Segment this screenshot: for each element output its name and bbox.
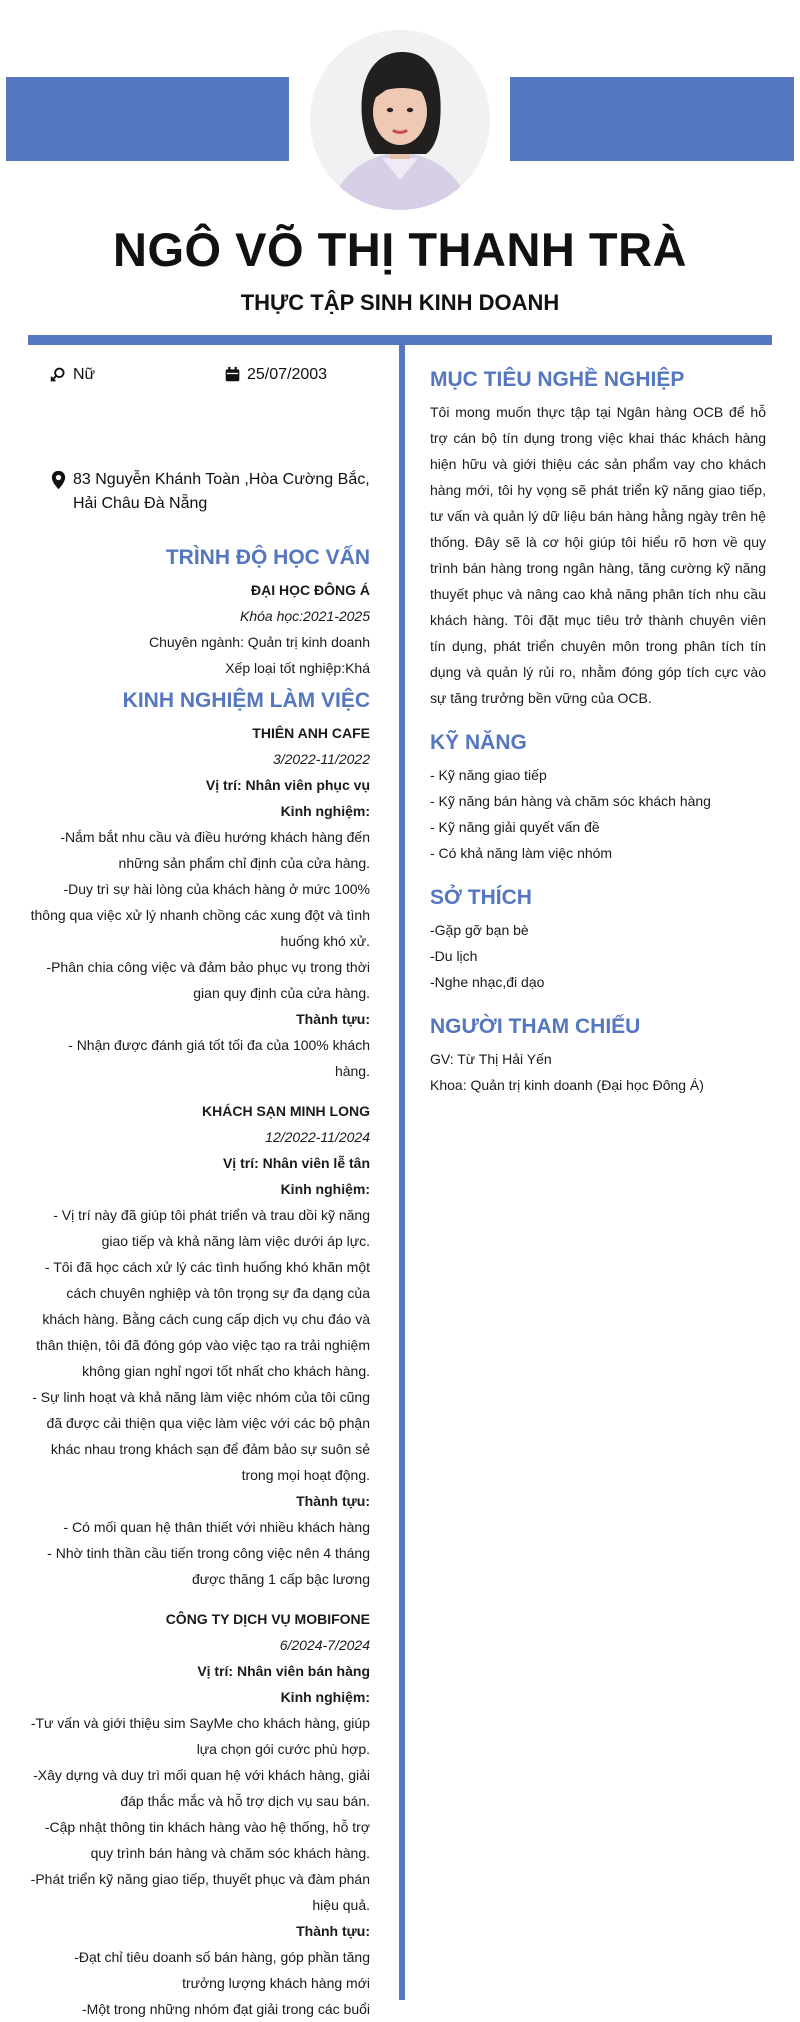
job-role: Vị trí: Nhân viên phục vụ [205, 777, 370, 793]
experience-heading: KINH NGHIỆM LÀM VIỆC [122, 689, 370, 712]
job-company: KHÁCH SẠN MINH LONG [202, 1103, 370, 1119]
job-duty: -Cập nhật thông tin khách hàng vào hệ thống, hỗ trợ quy trình bán hàng và chăm sóc khách hàng. [44, 1819, 370, 1861]
birthdate-value: 25/07/2003 [247, 366, 328, 383]
job-duty: -Tư vấn và giới thiệu sim SayMe cho khách hàng, giúp lựa chọn gói cước phù hợp. [30, 1715, 370, 1757]
job-entry [30, 720, 370, 1084]
job-achievement: - Nhờ tinh thần cầu tiến trong công việc nên 4 tháng được thăng 1 cấp bậc lương [47, 1545, 370, 1587]
job-achievement-label: Thành tựu: [296, 1493, 370, 1509]
vertical-divider [399, 344, 405, 2000]
job-duty: -Xây dựng và duy trì mối quan hệ với khách hàng, giải đáp thắc mắc và hỗ trợ dịch vụ sau bán. [33, 1767, 370, 1809]
birthdate-info [224, 366, 327, 384]
job-period: 12/2022-11/2024 [265, 1129, 370, 1145]
address-value: 83 Nguyễn Khánh Toàn ,Hòa Cường Bắc, Hải Châu Đà Nẵng [73, 471, 370, 512]
reference-item: GV: Từ Thị Hải Yến [430, 1051, 552, 1067]
job-period: 3/2022-11/2022 [272, 751, 370, 767]
left-column [30, 542, 370, 2022]
hobbies-heading: SỞ THÍCH [430, 886, 532, 909]
gender-icon [50, 366, 67, 383]
job-entry [30, 1098, 370, 1592]
job-duty: - Tôi đã học cách xử lý các tình huống khó khăn một cách chuyên nghiệp và tôn trọng sự đa dạng của khách hàng. Bằng cách cung cấp dịch vụ chu đáo và thân thiện, tôi đã đóng góp vào việc tạo ra trải nghiệm không gian nghỉ ngơi tốt nhất cho khách hàng. [36, 1259, 370, 1379]
skill-item: - Có khả năng làm việc nhóm [430, 845, 613, 861]
job-duty: - Sự linh hoạt và khả năng làm việc nhóm của tôi cũng đã được cải thiện qua việc làm việc với các bộ phận khác nhau trong khách sạn để đảm bảo sự suôn sẻ trong mọi hoạt động. [32, 1389, 370, 1483]
hobby-item: -Gặp gỡ bạn bè [430, 922, 529, 938]
skill-item: - Kỹ năng giao tiếp [430, 767, 547, 783]
job-company: CÔNG TY DỊCH VỤ MOBIFONE [165, 1611, 370, 1627]
gender-value: Nữ [73, 366, 96, 383]
job-duty: -Nắm bắt nhu cầu và điều hướng khách hàng đến những sản phẩm chỉ định của cửa hàng. [60, 829, 370, 871]
job-achievement: -Một trong những nhóm đạt giải trong các buổi [82, 2001, 370, 2017]
job-entry [30, 1606, 370, 2022]
header-bar-left [6, 77, 289, 161]
candidate-name: NGÔ VÕ THỊ THANH TRÀ [113, 223, 687, 276]
job-achievement: - Có mối quan hệ thân thiết với nhiều khách hàng [63, 1519, 370, 1535]
job-duty: -Phân chia công việc và đảm bảo phục vụ trong thời gian quy định của cửa hàng. [46, 959, 370, 1001]
job-role: Vị trí: Nhân viên lễ tân [222, 1155, 370, 1171]
job-experience-label: Kinh nghiệm: [280, 1181, 370, 1197]
job-company: THIÊN ANH CAFE [252, 725, 370, 741]
job-experience-label: Kinh nghiệm: [280, 803, 370, 819]
location-pin-icon [50, 470, 67, 490]
job-duty: -Phát triển kỹ năng giao tiếp, thuyết phục và đàm phán hiệu quả. [30, 1871, 370, 1913]
job-achievement: - Nhận được đánh giá tốt tối đa của 100% khách hàng. [68, 1037, 370, 1079]
job-achievement-label: Thành tựu: [296, 1923, 370, 1939]
address-info [50, 468, 390, 516]
education-major: Chuyên ngành: Quản trị kinh doanh [148, 634, 370, 650]
job-duty: - Vị trí này đã giúp tôi phát triển và trau dồi kỹ năng giao tiếp và khả năng làm việc dưới áp lực. [53, 1207, 370, 1249]
job-achievement-label: Thành tựu: [296, 1011, 370, 1027]
job-role: Vị trí: Nhân viên bán hàng [197, 1663, 370, 1679]
education-period: Khóa học:2021-2025 [240, 608, 370, 624]
hobby-item: -Du lịch [430, 948, 478, 964]
job-experience-label: Kinh nghiệm: [280, 1689, 370, 1705]
objective-heading: MỤC TIÊU NGHỀ NGHIỆP [430, 368, 685, 391]
school-name: ĐẠI HỌC ĐÔNG Á [251, 582, 370, 598]
skill-item: - Kỹ năng bán hàng và chăm sóc khách hàng [430, 793, 711, 809]
education-heading: TRÌNH ĐỘ HỌC VẤN [165, 546, 370, 569]
calendar-icon [224, 366, 241, 383]
gender-info [50, 366, 95, 384]
header-bar-right [510, 77, 794, 161]
profile-photo [310, 30, 490, 210]
reference-item: Khoa: Quản trị kinh doanh (Đại học Đông Á) [430, 1077, 704, 1093]
education-grade: Xếp loại tốt nghiệp:Khá [225, 660, 370, 676]
job-achievement: -Đạt chỉ tiêu doanh số bán hàng, góp phần tăng trưởng lượng khách hàng mới [74, 1949, 370, 1991]
right-column [430, 364, 766, 1098]
job-duty: -Duy trì sự hài lòng của khách hàng ở mức 100% thông qua việc xử lý nhanh chồng các xung đột và tình huống khó xử. [30, 881, 370, 949]
references-heading: NGƯỜI THAM CHIẾU [430, 1015, 641, 1038]
job-period: 6/2024-7/2024 [279, 1637, 370, 1653]
objective-text: Tôi mong muốn thực tập tại Ngân hàng OCB để hỗ trợ cán bộ tín dụng trong việc khai thác khách hàng hiện hữu và giới thiệu các sản phẩm vay cho khách hàng mới, tôi hy vọng sẽ phát triển kỹ năng giao tiếp, tư vấn và quản lý dữ liệu bán hàng hằng ngày trên hệ thống. Đây sẽ là cơ hội giúp tôi hiểu rõ hơn về quy trình bán hàng trong ngân hàng, tăng cường kỹ năng thuyết phục và nâng cao khả năng phân tích nhu cầu khách hàng. Tôi đặt mục tiêu trở thành chuyên viên tín dụng, phát triển chuyên môn trong phân tích tín dụng và quản lý rủi ro, nhằm đóng góp tích cực vào sự tăng trưởng bền vững của OCB. [430, 404, 766, 706]
hobby-item: -Nghe nhạc,đi dạo [430, 974, 545, 990]
job-title: THỰC TẬP SINH KINH DOANH [240, 290, 560, 315]
skill-item: - Kỹ năng giải quyết vấn đề [430, 819, 600, 835]
skills-heading: KỸ NĂNG [430, 731, 527, 754]
